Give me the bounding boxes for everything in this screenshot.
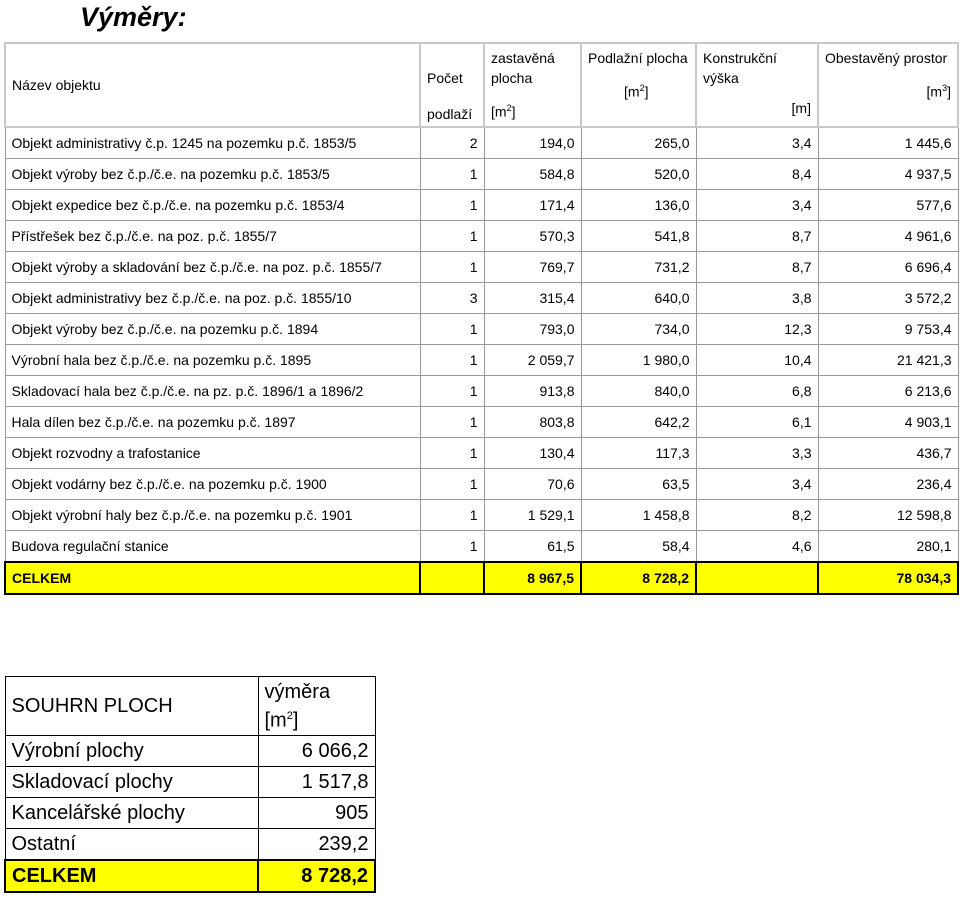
cell-volume: 9 753,4 <box>818 314 958 345</box>
cell-name: Objekt administrativy č.p. 1245 na pozemku p.č. 1853/5 <box>5 127 420 159</box>
summary-value: 905 <box>258 798 375 829</box>
cell-height: 8,2 <box>696 500 818 531</box>
cell-floors: 1 <box>420 190 484 221</box>
cell-floor-area: 541,8 <box>581 221 696 252</box>
summary-value: 6 066,2 <box>258 736 375 767</box>
cell-floors: 1 <box>420 314 484 345</box>
summary-total-value: 8 728,2 <box>258 860 375 892</box>
table-row <box>5 252 958 283</box>
table-row <box>5 407 958 438</box>
header-name: Název objektu <box>5 43 420 127</box>
header-built-area-unit: $[m^2]$ <box>491 103 516 120</box>
cell-floor-area: 136,0 <box>581 190 696 221</box>
header-height-label: Konstrukční výška <box>703 50 777 86</box>
cell-name: Objekt výroby bez č.p./č.e. na pozemku p.č. 1894 <box>5 314 420 345</box>
cell-volume: 4 903,1 <box>818 407 958 438</box>
cell-name: Budova regulační stanice <box>5 531 420 563</box>
cell-height: 6,1 <box>696 407 818 438</box>
cell-built-area: 70,6 <box>484 469 581 500</box>
cell-built-area: 803,8 <box>484 407 581 438</box>
table-row <box>5 221 958 252</box>
cell-built-area: 584,8 <box>484 159 581 190</box>
cell-height: 12,3 <box>696 314 818 345</box>
cell-floor-area: 117,3 <box>581 438 696 469</box>
cell-floors: 1 <box>420 376 484 407</box>
cell-floors: 1 <box>420 221 484 252</box>
cell-floors: 1 <box>420 500 484 531</box>
cell-floor-area: 1 980,0 <box>581 345 696 376</box>
header-floors-bottom: podlaží <box>427 106 473 122</box>
cell-built-area: 913,8 <box>484 376 581 407</box>
cell-name: Objekt expedice bez č.p./č.e. na pozemku p.č. 1853/4 <box>5 190 420 221</box>
table-row <box>5 345 958 376</box>
cell-built-area: 1 529,1 <box>484 500 581 531</box>
cell-name: Objekt rozvodny a trafostanice <box>5 438 420 469</box>
cell-floors: 1 <box>420 252 484 283</box>
cell-height: 10,4 <box>696 345 818 376</box>
cell-floors: 1 <box>420 159 484 190</box>
header-floor-area-label: Podlažní plocha <box>588 50 688 66</box>
header-built-area-label: zastavěná plocha <box>491 50 555 86</box>
summary-row <box>5 798 375 829</box>
table-row <box>5 438 958 469</box>
total-floors <box>420 562 484 594</box>
table-row <box>5 283 958 314</box>
table-row <box>5 127 958 159</box>
cell-name: Objekt administrativy bez č.p./č.e. na poz. p.č. 1855/10 <box>5 283 420 314</box>
table-row <box>5 159 958 190</box>
cell-height: 3,3 <box>696 438 818 469</box>
cell-height: 3,4 <box>696 469 818 500</box>
table-row <box>5 314 958 345</box>
summary-label: Skladovací plochy <box>5 767 258 798</box>
total-built-area: 8 967,5 <box>484 562 581 594</box>
cell-name: Přístřešek bez č.p./č.e. na poz. p.č. 1855/7 <box>5 221 420 252</box>
summary-header-label: SOUHRN PLOCH <box>5 677 258 736</box>
summary-total-row <box>5 860 375 892</box>
cell-floors: 1 <box>420 438 484 469</box>
table-row <box>5 190 958 221</box>
cell-floors: 1 <box>420 345 484 376</box>
table-row <box>5 469 958 500</box>
total-label: CELKEM <box>5 562 420 594</box>
cell-floor-area: 63,5 <box>581 469 696 500</box>
cell-volume: 1 445,6 <box>818 127 958 159</box>
cell-volume: 280,1 <box>818 531 958 563</box>
cell-volume: 577,6 <box>818 190 958 221</box>
cell-volume: 21 421,3 <box>818 345 958 376</box>
cell-height: 3,4 <box>696 127 818 159</box>
summary-header-row <box>5 677 375 736</box>
cell-built-area: 61,5 <box>484 531 581 563</box>
cell-volume: 12 598,8 <box>818 500 958 531</box>
cell-name: Skladovací hala bez č.p./č.e. na pz. p.č. 1896/1 a 1896/2 <box>5 376 420 407</box>
table-row <box>5 531 958 563</box>
cell-name: Objekt výrobní haly bez č.p./č.e. na pozemku p.č. 1901 <box>5 500 420 531</box>
summary-row <box>5 829 375 861</box>
cell-volume: 6 696,4 <box>818 252 958 283</box>
cell-floors: 2 <box>420 127 484 159</box>
cell-built-area: 2 059,7 <box>484 345 581 376</box>
cell-built-area: 171,4 <box>484 190 581 221</box>
page-title: Výměry: <box>80 2 187 32</box>
summary-row <box>5 736 375 767</box>
cell-floor-area: 520,0 <box>581 159 696 190</box>
summary-header-value: výměra $[m^2]$ <box>258 677 375 736</box>
cell-volume: 4 937,5 <box>818 159 958 190</box>
header-floors <box>420 43 484 127</box>
cell-floors: 1 <box>420 531 484 563</box>
header-floor-area-unit: $[m^2]$ <box>624 83 649 100</box>
summary-label: Kancelářské plochy <box>5 798 258 829</box>
total-height <box>696 562 818 594</box>
header-height-unit: [m] <box>791 100 811 116</box>
total-volume: 78 034,3 <box>818 562 958 594</box>
cell-floor-area: 731,2 <box>581 252 696 283</box>
summary-value: 239,2 <box>258 829 375 861</box>
cell-height: 8,7 <box>696 221 818 252</box>
table-header-row <box>5 43 958 127</box>
header-floor-area <box>581 43 696 127</box>
cell-floor-area: 642,2 <box>581 407 696 438</box>
cell-height: 6,8 <box>696 376 818 407</box>
summary-table <box>4 676 376 893</box>
cell-floor-area: 1 458,8 <box>581 500 696 531</box>
cell-built-area: 793,0 <box>484 314 581 345</box>
table-row <box>5 500 958 531</box>
cell-floors: 1 <box>420 407 484 438</box>
header-volume-label: Obestavěný prostor <box>825 50 948 66</box>
header-built-area <box>484 43 581 127</box>
table-row <box>5 376 958 407</box>
cell-floor-area: 734,0 <box>581 314 696 345</box>
cell-built-area: 570,3 <box>484 221 581 252</box>
cell-built-area: 194,0 <box>484 127 581 159</box>
cell-floor-area: 265,0 <box>581 127 696 159</box>
cell-built-area: 315,4 <box>484 283 581 314</box>
cell-floors: 1 <box>420 469 484 500</box>
cell-floor-area: 640,0 <box>581 283 696 314</box>
total-floor-area: 8 728,2 <box>581 562 696 594</box>
cell-floor-area: 840,0 <box>581 376 696 407</box>
cell-volume: 436,7 <box>818 438 958 469</box>
cell-volume: 3 572,2 <box>818 283 958 314</box>
cell-built-area: 130,4 <box>484 438 581 469</box>
summary-label: Ostatní <box>5 829 258 861</box>
cell-name: Objekt vodárny bez č.p./č.e. na pozemku p.č. 1900 <box>5 469 420 500</box>
cell-height: 4,6 <box>696 531 818 563</box>
cell-floors: 3 <box>420 283 484 314</box>
header-floors-top: Počet <box>427 70 463 86</box>
summary-total-label: CELKEM <box>5 860 258 892</box>
summary-value: 1 517,8 <box>258 767 375 798</box>
header-volume-unit: $[m^3]$ <box>926 83 951 100</box>
cell-height: 8,7 <box>696 252 818 283</box>
cell-height: 8,4 <box>696 159 818 190</box>
cell-name: Objekt výroby bez č.p./č.e. na pozemku p.č. 1853/5 <box>5 159 420 190</box>
summary-row <box>5 767 375 798</box>
cell-volume: 6 213,6 <box>818 376 958 407</box>
cell-name: Hala dílen bez č.p./č.e. na pozemku p.č. 1897 <box>5 407 420 438</box>
header-volume <box>818 43 958 127</box>
cell-name: Objekt výroby a skladování bez č.p./č.e. na poz. p.č. 1855/7 <box>5 252 420 283</box>
table-total-row <box>5 562 958 594</box>
summary-label: Výrobní plochy <box>5 736 258 767</box>
cell-built-area: 769,7 <box>484 252 581 283</box>
cell-volume: 4 961,6 <box>818 221 958 252</box>
cell-floor-area: 58,4 <box>581 531 696 563</box>
measurements-table <box>4 42 959 595</box>
cell-volume: 236,4 <box>818 469 958 500</box>
cell-height: 3,8 <box>696 283 818 314</box>
header-height <box>696 43 818 127</box>
cell-height: 3,4 <box>696 190 818 221</box>
table-body <box>5 127 958 594</box>
cell-name: Výrobní hala bez č.p./č.e. na pozemku p.č. 1895 <box>5 345 420 376</box>
